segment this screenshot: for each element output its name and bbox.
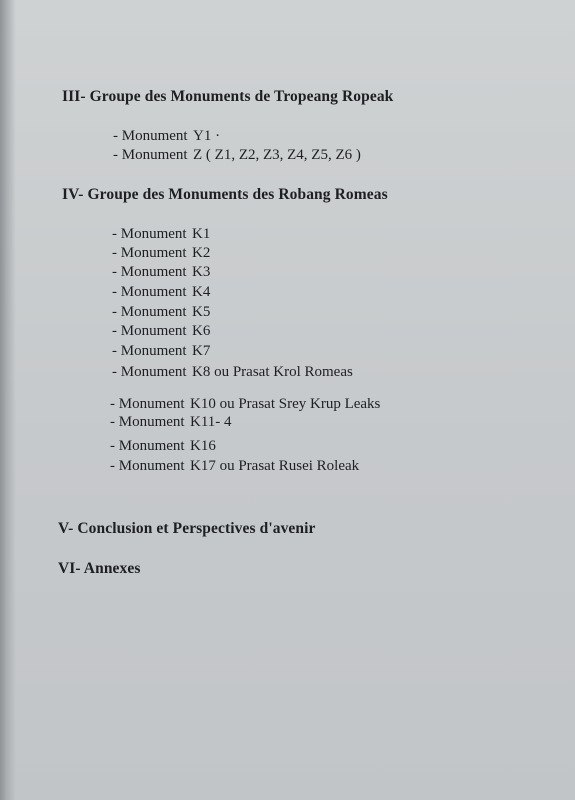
item-label: - Monument xyxy=(112,245,187,261)
list-item xyxy=(110,414,232,431)
item-value: K2 xyxy=(192,245,211,261)
item-value: K16 xyxy=(190,438,216,454)
item-value: Y1 · xyxy=(193,128,221,144)
item-label: - Monument xyxy=(112,264,187,280)
item-label: - Monument xyxy=(112,226,187,242)
item-label: - Monument xyxy=(112,323,187,339)
item-label: - Monument xyxy=(113,147,188,163)
section-heading-v: V- Conclusion et Perspectives d'avenir xyxy=(58,520,316,537)
list-item xyxy=(112,284,210,301)
section-heading-iv: IV- Groupe des Monuments des Robang Romeas xyxy=(62,186,388,203)
list-item xyxy=(112,226,210,243)
item-value: K11- 4 xyxy=(190,414,232,430)
page-edge-shadow xyxy=(0,0,16,800)
list-item xyxy=(113,128,220,145)
item-label: - Monument xyxy=(112,284,187,300)
list-item xyxy=(112,264,210,281)
item-value: K17 ou Prasat Rusei Roleak xyxy=(190,458,360,474)
list-item xyxy=(113,147,361,164)
item-value: K3 xyxy=(192,264,211,280)
section-heading-iii: III- Groupe des Monuments de Tropeang Ropeak xyxy=(62,88,394,105)
item-label: - Monument xyxy=(110,438,185,454)
item-value: K7 xyxy=(192,343,211,359)
list-item xyxy=(112,304,210,321)
list-item xyxy=(112,245,210,262)
list-item xyxy=(110,458,359,475)
item-label: - Monument xyxy=(112,364,187,380)
item-label: - Monument xyxy=(112,304,187,320)
section-heading-vi: VI- Annexes xyxy=(58,560,141,577)
item-value: K10 ou Prasat Srey Krup Leaks xyxy=(190,396,381,412)
list-item xyxy=(112,364,353,381)
item-value: K4 xyxy=(192,284,211,300)
list-item xyxy=(112,343,210,360)
item-value: K8 ou Prasat Krol Romeas xyxy=(192,364,353,380)
list-item xyxy=(110,438,216,455)
item-value: K6 xyxy=(192,323,211,339)
item-value: K5 xyxy=(192,304,211,320)
list-item xyxy=(110,396,380,413)
list-item xyxy=(112,323,210,340)
item-label: - Monument xyxy=(113,128,188,144)
item-label: - Monument xyxy=(110,396,185,412)
item-label: - Monument xyxy=(110,458,185,474)
item-value: K1 xyxy=(192,226,211,242)
item-label: - Monument xyxy=(112,343,187,359)
item-value: Z ( Z1, Z2, Z3, Z4, Z5, Z6 ) xyxy=(193,147,361,163)
item-label: - Monument xyxy=(110,414,185,430)
